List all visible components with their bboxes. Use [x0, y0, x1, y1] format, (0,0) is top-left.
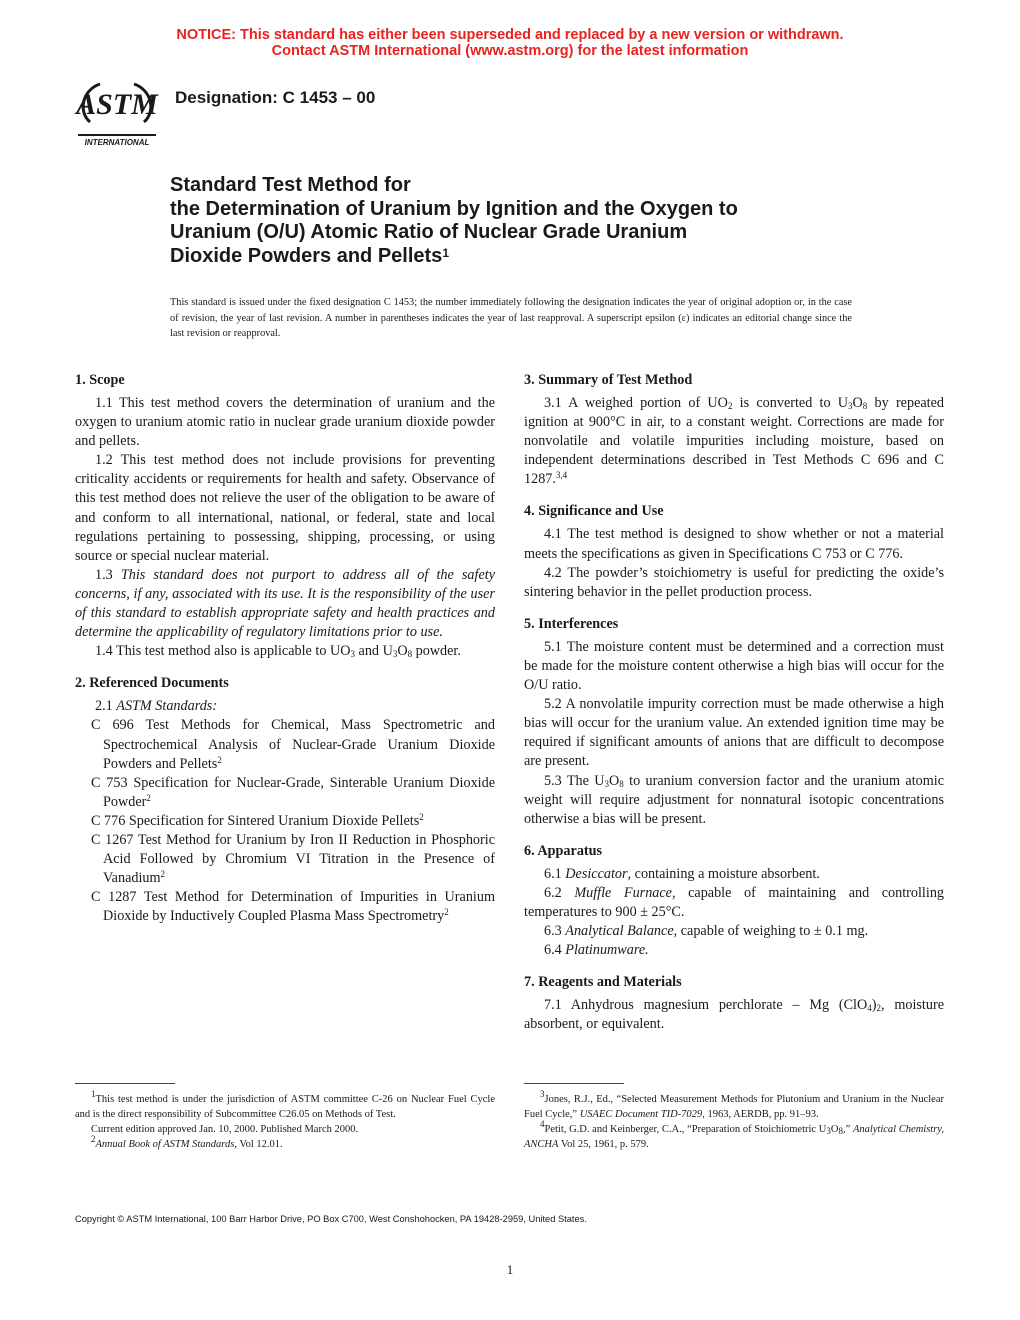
- significance-p1: 4.1 The test method is designed to show whether or not a material meets the specifications as given in Specifications C 753 or C 776.: [524, 526, 944, 562]
- summary-p1-a: 3.1 A weighed portion of UO: [544, 395, 728, 411]
- footnote-2-rest: , Vol 12.01.: [234, 1139, 283, 1150]
- footnote-4: [524, 1119, 944, 1152]
- referenced-p1-text: ASTM Standards:: [116, 698, 218, 715]
- summary-p1-b: is converted to U: [732, 395, 849, 411]
- scope-p1: 1.1 This test method covers the determination of uranium and the oxygen to uranium atomic ratio in nuclear grade uranium dioxide powder and pellets.: [75, 395, 495, 450]
- scope-p2: 1.2 This test method does not include provisions for preventing criticality accidents or requirements for health and safety. Observance of this test method does not relieve the user of the obligation to be aware of and conform to all international, national, or federal, state and local regulations pertaining to possessing, shipping, processing, or using source or special nuclear material.: [75, 452, 495, 564]
- scope-p4-sub1: 3: [350, 649, 355, 660]
- apparatus-item: [524, 865, 944, 884]
- significance-p2: 4.2 The powder’s stoichiometry is useful for predicting the oxide’s sintering behavior in the pellet production process.: [524, 564, 944, 600]
- summary-p1: [524, 394, 944, 489]
- summary-p1-sub3: 8: [862, 401, 868, 411]
- ref-item-sup: 2: [444, 907, 449, 918]
- notice-line-2: Contact ASTM International (www.astm.org) for the latest information: [271, 43, 749, 59]
- footnote-4-mark: 4: [540, 1119, 545, 1129]
- footnote-3-ital: USAEC Document TID-7029: [579, 1109, 703, 1120]
- scope-p3: [75, 566, 495, 642]
- ref-item-sup: 2: [160, 869, 166, 880]
- referenced-heading: 2. Referenced Documents: [75, 675, 229, 692]
- footnote-4-d: Vol 25, 1961, p. 579.: [558, 1139, 649, 1150]
- reagents-p1-sub2: 2: [876, 1003, 881, 1014]
- section-reagents: [524, 973, 944, 1034]
- interferences-p2: 5.2 A nonvolatile impurity correction must be made otherwise a high bias will occur for the uranium value. An extended ignition time may be required if significant amounts of anions that are difficult to decompose are present.: [524, 696, 944, 770]
- apparatus-item-name: Platinumware.: [565, 942, 649, 959]
- title-line-3: Uranium (O/U) Atomic Ratio of Nuclear Grade Uranium: [170, 221, 688, 243]
- ref-item: [75, 888, 495, 926]
- reagents-p1-c: , moisture absorbent, or equivalent.: [524, 997, 944, 1033]
- ref-item-sup: 2: [146, 792, 151, 803]
- document-title: [170, 174, 890, 268]
- logo-letters: ASTM: [76, 88, 158, 121]
- apparatus-item: [524, 941, 944, 960]
- apparatus-item-num: 6.4: [544, 942, 562, 959]
- apparatus-item-name: Desiccator: [565, 865, 628, 882]
- summary-p1-c: O: [852, 395, 863, 411]
- section-interferences: [524, 615, 944, 829]
- footnote-4-c: ,”: [842, 1124, 853, 1135]
- footnote-2: [75, 1134, 495, 1152]
- footnote-divider-right: [524, 1083, 624, 1084]
- interferences-p3: [524, 772, 944, 829]
- footnote-4-a: Petit, G.D. and Keinberger, C.A., “Preparation of Stoichiometric U: [544, 1124, 827, 1135]
- apparatus-item: [524, 884, 944, 922]
- footnote-3-mark: 3: [540, 1089, 545, 1099]
- footnote-4-b: O: [830, 1124, 839, 1135]
- footnote-4-ital: Analytical Chemistry, ANCHA: [524, 1124, 944, 1150]
- scope-p4-c: O: [397, 643, 408, 660]
- apparatus-item-rest: , capable of maintaining and controlling temperatures to 900 ± 25°C.: [524, 884, 945, 920]
- referenced-p1-num: 2.1: [95, 698, 113, 715]
- footnote-divider-left: [75, 1083, 175, 1084]
- footnote-3-b: , 1963, AERDB, pp. 91–93.: [702, 1109, 819, 1120]
- supersede-notice: [0, 27, 1020, 59]
- apparatus-item-num: 6.2: [544, 884, 562, 901]
- scope-p4-sub2: 3: [392, 649, 398, 660]
- ref-item-text: C 696 Test Methods for Chemical, Mass Spectrometric and Spectrochemical Analysis of Nuclear-Grade Uranium Dioxide Powders and Pellets: [91, 717, 495, 772]
- reagents-p1-b: ): [871, 997, 877, 1014]
- footnote-1b: Current edition approved Jan. 10, 2000. Published March 2000.: [91, 1124, 359, 1135]
- title-line-4-text: Dioxide Powders and Pellets: [170, 244, 443, 267]
- ref-item: [75, 812, 495, 831]
- footnotes-right: [524, 1089, 944, 1152]
- scope-p4-a: 1.4 This test method also is applicable to UO: [95, 643, 351, 660]
- referenced-p1: [75, 697, 495, 716]
- summary-p1-sup: 3,4: [555, 470, 568, 481]
- interferences-p3-sub2: 8: [619, 778, 624, 789]
- footnote-3: [524, 1089, 944, 1122]
- ref-item-text: C 753 Specification for Nuclear-Grade, Sinterable Uranium Dioxide Powder: [91, 774, 495, 810]
- interferences-p3-c: to uranium conversion factor and the uranium atomic weight will require adjustment for nonnatural isotopic concentrations otherwise a bias will be present.: [524, 772, 945, 827]
- summary-p1-d: by repeated ignition at 900°C in air, to a constant weight. Corrections are made for nonvolatile and volatile impurities including moisture, based on independent determinations described in Test Methods C 696 and C 1287.: [524, 395, 944, 488]
- title-line-2: the Determination of Uranium by Ignition and the Oxygen to: [170, 197, 738, 220]
- summary-p1-sub2: 3: [848, 401, 853, 411]
- footnote-1-text: This test method is under the jurisdiction of ASTM committee C-26 on Nuclear Fuel Cycle and is the direct responsibility of Subcommittee C26.05 on Methods of Test.: [75, 1094, 495, 1120]
- apparatus-item-name: Muffle Furnace: [574, 884, 672, 901]
- section-summary: [524, 371, 944, 489]
- scope-p4-d: powder.: [412, 643, 461, 660]
- ref-item-text: C 1287 Test Method for Determination of Impurities in Uranium Dioxide by Inductively Coupled Plasma Mass Spectrometry: [91, 889, 495, 925]
- apparatus-item-name: Analytical Balance: [565, 923, 674, 940]
- reagents-p1: [524, 996, 944, 1034]
- footnotes-left: [75, 1089, 495, 1152]
- apparatus-item-rest: , containing a moisture absorbent.: [627, 865, 820, 882]
- designation: Designation: C 1453 – 00: [175, 88, 376, 107]
- apparatus-item-num: 6.1: [544, 865, 562, 882]
- scope-p4-sub3: 8: [407, 649, 413, 660]
- notice-line-1: NOTICE: This standard has either been superseded and replaced by a new version or withdrawn.: [176, 27, 844, 43]
- summary-heading: 3. Summary of Test Method: [524, 372, 693, 388]
- section-significance: [524, 502, 944, 601]
- footnote-4-sub1: 3: [826, 1126, 831, 1136]
- footnote-4-sub2: 8: [838, 1126, 843, 1136]
- apparatus-item: [524, 922, 944, 941]
- ref-item: [75, 831, 495, 888]
- issued-note: This standard is issued under the fixed designation C 1453; the number immediately following the designation indicates the year of original adoption or, in the case of revision, the year of last revision. A number in parentheses indicates the year of last reapproval. A superscript epsilon (ε) indicates an editorial change since the last revision or reapproval.: [170, 297, 852, 339]
- reagents-p1-sub1: 4: [867, 1003, 872, 1014]
- logo-text: INTERNATIONAL: [84, 138, 150, 147]
- ref-item-sup: 2: [419, 811, 424, 822]
- apparatus-item-num: 6.3: [544, 923, 562, 940]
- title-footnote-mark: 1: [442, 245, 449, 260]
- copyright: Copyright © ASTM International, 100 Barr Harbor Drive, PO Box C700, West Conshohocken, PA 19428-2959, United States.: [75, 1214, 587, 1224]
- ref-item: [75, 716, 495, 773]
- interferences-p3-a: 5.3 The U: [544, 772, 605, 789]
- astm-logo-icon: [72, 74, 162, 150]
- footnote-2-mark: 2: [91, 1134, 96, 1144]
- title-line-1: Standard Test Method for: [170, 174, 411, 196]
- significance-heading: 4. Significance and Use: [524, 503, 664, 520]
- footnote-2-text: Annual Book of ASTM Standards: [95, 1139, 235, 1150]
- interferences-p3-sub1: 3: [604, 778, 610, 789]
- ref-item-text: C 1267 Test Method for Uranium by Iron II Reduction in Phosphoric Acid Followed by Chromium VI Titration in the Presence of Vanadium: [91, 831, 495, 887]
- scope-p3-text: This standard does not purport to address all of the safety concerns, if any, associated with its use. It is the responsibility of the user of this standard to establish appropriate safety and health practices and determine the applicability of regulatory limitations prior to use.: [75, 566, 495, 641]
- ref-item-sup: 2: [217, 754, 222, 765]
- section-apparatus: [524, 842, 944, 960]
- reagents-p1-a: 7.1 Anhydrous magnesium perchlorate – Mg (ClO: [544, 997, 868, 1014]
- footnote-1: [75, 1089, 495, 1122]
- scope-p4-b: and U: [354, 643, 393, 660]
- interferences-p1: 5.1 The moisture content must be determined and a correction must be made for the moisture content otherwise a high bias will occur for the O/U ratio.: [524, 638, 944, 694]
- reagents-heading: 7. Reagents and Materials: [524, 974, 682, 991]
- interferences-heading: 5. Interferences: [524, 615, 619, 632]
- apparatus-heading: 6. Apparatus: [524, 842, 603, 859]
- scope-heading: 1. Scope: [75, 372, 125, 388]
- footnote-3-a: Jones, R.J., Ed., “Selected Measurement Methods for Plutonium and Uranium in the Nuclear Fuel Cycle,”: [524, 1094, 944, 1120]
- left-column: [75, 371, 495, 926]
- scope-p3-num: 1.3: [95, 566, 113, 583]
- title-line-4: [170, 245, 890, 269]
- apparatus-item-rest: , capable of weighing to ± 0.1 mg.: [673, 923, 869, 940]
- summary-p1-sub1: 2: [727, 401, 733, 411]
- footnote-1-mark: 1: [91, 1089, 96, 1099]
- section-referenced-documents: [75, 674, 495, 926]
- scope-p4: [75, 642, 495, 661]
- interferences-p3-b: O: [609, 772, 620, 789]
- section-scope: [75, 371, 495, 661]
- ref-item: [75, 774, 495, 812]
- right-column: [524, 371, 944, 1034]
- ref-item-text: C 776 Specification for Sintered Uranium Dioxide Pellets: [91, 812, 420, 829]
- page-number: 1: [506, 1262, 514, 1277]
